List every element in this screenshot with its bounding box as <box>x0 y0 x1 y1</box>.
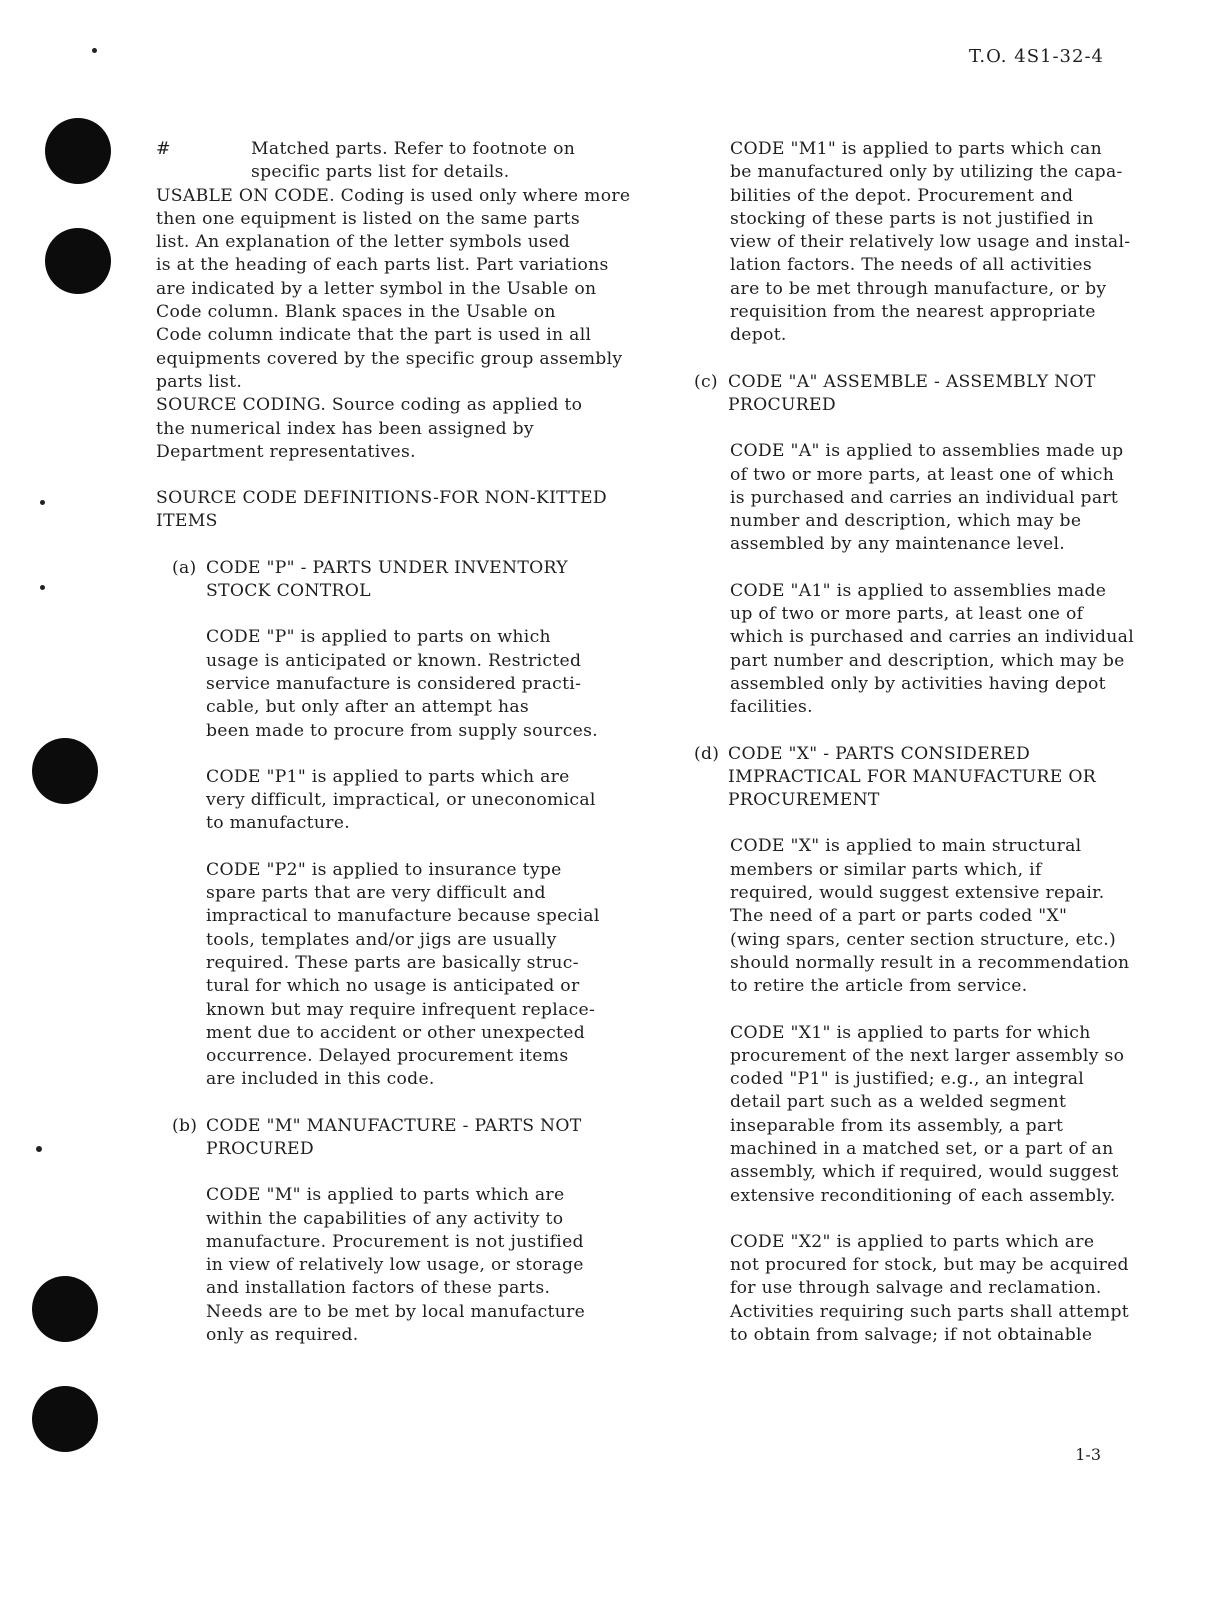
code-p2-paragraph: CODE "P2" is applied to insurance type spare parts that are very difficult and impractical to manufacture because special tools, templates and/or jigs are usually required. These parts are basically struc- tural for which no usage is anticipated or known but may require infrequent replace- ment due to accident or other unexpected occurrence. Delayed procurement items are included in this code. <box>206 859 600 1090</box>
code-a1-paragraph: CODE "A1" is applied to assemblies made up of two or more parts, at least one of which is purchased and carries an individual part number and description, which may be assembled only by activities having depot facilities. <box>730 580 1135 718</box>
matched-parts-text: Matched parts. Refer to footnote on specific parts list for details. <box>251 139 576 183</box>
binder-hole <box>32 1386 98 1452</box>
page-number: 1-3 <box>1075 1445 1101 1464</box>
usable-on-code-paragraph: USABLE ON CODE. Coding is used only where more then one equipment is listed on the same parts list. An explanation of the letter symbols used is at the heading of each parts list. Part variations are indicated by a letter symbol in the Usable on Code column. Blank spaces in the Usable on Code column indicate that the part is used in all equipments covered by the specific group assembly parts list. <box>156 185 631 392</box>
binder-hole <box>45 228 111 294</box>
item-heading-text: CODE "X" - PARTS CONSIDERED IMPRACTICAL FOR MANUFACTURE OR PROCUREMENT <box>728 743 1097 811</box>
item-d-heading <box>694 743 1196 813</box>
matched-parts-entry <box>156 138 686 185</box>
code-a-paragraph: CODE "A" is applied to assemblies made up of two or more parts, at least one of which is purchased and carries an individual part number and description, which may be assembled by any maintenance level. <box>730 441 1124 555</box>
speck <box>36 1146 42 1152</box>
right-column <box>694 138 1196 1347</box>
item-b-heading <box>156 1115 686 1162</box>
item-heading-text: CODE "M" MANUFACTURE - PARTS NOT PROCURED <box>206 1115 582 1159</box>
source-coding-paragraph: SOURCE CODING. Source coding as applied to the numerical index has been assigned by Department representatives. <box>156 395 583 462</box>
item-a-heading <box>156 557 686 604</box>
speck <box>92 48 97 53</box>
binder-hole <box>45 118 111 184</box>
speck <box>40 585 45 590</box>
speck <box>40 500 45 505</box>
item-letter: (b) <box>172 1115 198 1136</box>
code-x1-paragraph: CODE "X1" is applied to parts for which procurement of the next larger assembly so coded "P1" is justified; e.g., an integral detail part such as a welded segment inseparable from its assembly, a part machined in a matched set, or a part of an assembly, which if required, would suggest extensive reconditioning of each assembly. <box>730 1022 1125 1206</box>
code-p-paragraph: CODE "P" is applied to parts on which usage is anticipated or known. Restricted service manufacture is considered practi- cable, but only after an attempt has been made to procure from supply sources. <box>206 627 598 741</box>
left-column <box>156 138 686 1347</box>
item-heading-text: CODE "P" - PARTS UNDER INVENTORY STOCK CONTROL <box>206 557 568 602</box>
item-c-heading <box>694 371 1196 418</box>
source-code-definitions-heading: SOURCE CODE DEFINITIONS-FOR NON-KITTED ITEMS <box>156 488 607 532</box>
item-heading-text: CODE "A" ASSEMBLE - ASSEMBLY NOT PROCURED <box>728 371 1096 415</box>
matched-parts-symbol: # <box>156 139 171 159</box>
code-x-paragraph: CODE "X" is applied to main structural members or similar parts which, if required, would suggest extensive repair. The need of a part or parts coded "X" (wing spars, center section structure, etc.) should normally result in a recommendation to retire the article from service. <box>730 836 1130 997</box>
code-p1-paragraph: CODE "P1" is applied to parts which are very difficult, impractical, or uneconomical to manufacture. <box>206 766 596 834</box>
binder-hole <box>32 738 98 804</box>
item-letter: (d) <box>694 743 720 764</box>
code-m1-paragraph: CODE "M1" is applied to parts which can be manufactured only by utilizing the capa- bilities of the depot. Procurement and stocking of these parts is not justified in view of their relatively low usage and instal- lation factors. The needs of all activities are to be met through manufacture, or by requisition from the nearest appropriate depot. <box>730 139 1131 346</box>
item-letter: (a) <box>172 557 197 578</box>
item-letter: (c) <box>694 371 718 392</box>
binder-hole <box>32 1276 98 1342</box>
document-number: T.O. 4S1-32-4 <box>969 46 1104 67</box>
code-x2-paragraph: CODE "X2" is applied to parts which are not procured for stock, but may be acquired for use through salvage and reclamation. Activities requiring such parts shall attempt to obtain from salvage; if not obtainable <box>730 1231 1129 1346</box>
code-m-paragraph: CODE "M" is applied to parts which are within the capabilities of any activity to manufacture. Procurement is not justified in view of relatively low usage, or storage and installation factors of these parts. Needs are to be met by local manufacture only as required. <box>206 1185 586 1346</box>
